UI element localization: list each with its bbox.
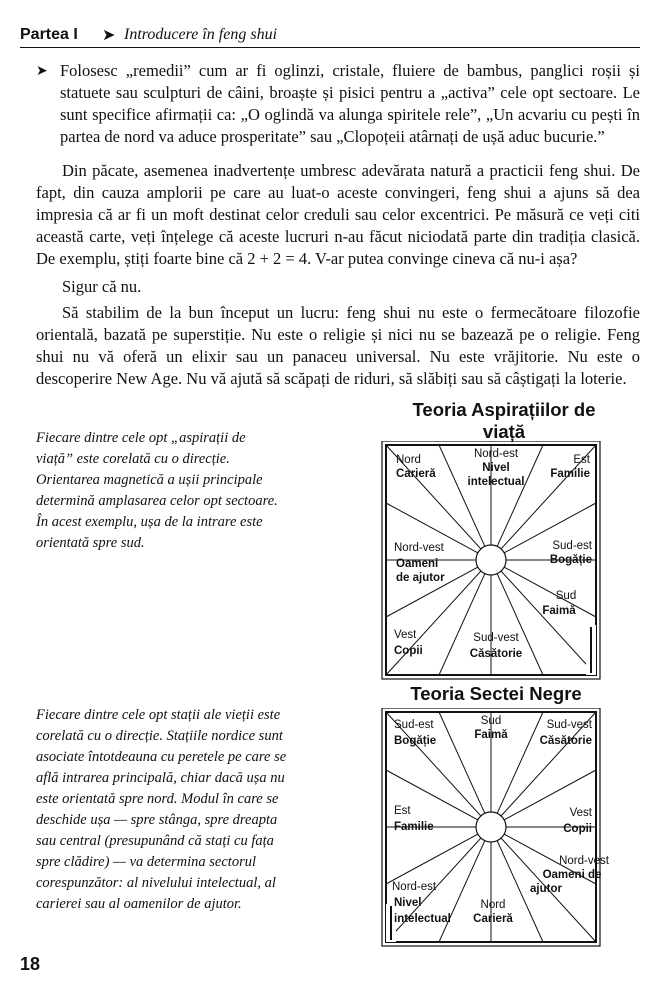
d1-se-asp: Bogăție xyxy=(549,554,592,566)
d1-ne-dir: Nord-est xyxy=(473,448,519,460)
svg-text:Oameni de: Oameni de xyxy=(542,869,602,881)
d2-se-asp: Bogăție xyxy=(394,735,437,747)
svg-text:Nivel: Nivel xyxy=(482,462,510,474)
svg-text:de ajutor: de ajutor xyxy=(396,572,445,584)
bullet-text: Folosesc „remedii” cum ar fi oglinzi, cristale, fluiere de bambus, panglici roșii și statuete sau sculpturi de câini, broaște și pisici pentru a „activa” cele opt sectoare. Le sunt specifice afirmații ca: „O oglindă va alunga spiritele rele”, „Un acvariu cu pești în partea de nord va aduce prosperitate” sau „Clopoțeii atârnați de ușă aduc bucurie.” xyxy=(60,61,640,146)
bullet-item xyxy=(36,60,640,148)
d2-nv-dir: Nord-vest xyxy=(559,855,609,867)
caption-2: Fiecare dintre cele opt stații ale vieții este corelată cu o direcție. Stațiile nordice sunt asociate întotdeauna cu peretele pe care se află intrarea principală, chiar dacă ușa nu este orientată spre nord. Modul în care se deschide ușa — spre stânga, spre dreapta sau central (presupunând că stați cu fața spre clădire) — va determina sectorul corespunzător: al nivelului intelectual, al carierei sau al oamenilor de ajutor. xyxy=(36,707,287,912)
d1-nv-dir: Nord-vest xyxy=(394,542,444,554)
d2-sud-asp: Faimă xyxy=(474,729,508,741)
black-sect-diagram xyxy=(380,708,610,948)
d1-est-dir: Est xyxy=(573,454,590,466)
svg-text:Nivel: Nivel xyxy=(394,897,422,909)
d2-est-dir: Est xyxy=(394,805,411,817)
d1-vest-asp: Copii xyxy=(394,645,423,657)
d2-vest-dir: Vest xyxy=(569,807,592,819)
d2-nord-asp: Carieră xyxy=(473,913,513,925)
d1-sud-dir: Sud xyxy=(555,590,577,602)
d1-se-dir: Sud-est xyxy=(552,540,592,552)
d2-nord-dir: Nord xyxy=(480,899,506,911)
part-label: Partea I xyxy=(20,26,78,43)
d2-se-dir: Sud-est xyxy=(394,719,434,731)
header-rule xyxy=(20,47,640,48)
d1-vest-dir: Vest xyxy=(394,629,417,641)
d1-sv-dir: Sud-vest xyxy=(473,632,519,644)
d1-sud-asp: Faimă xyxy=(542,605,576,617)
paragraph-2: Sigur că nu. xyxy=(62,277,142,296)
d2-sud-dir: Sud xyxy=(480,715,502,727)
d2-sv-asp: Căsătorie xyxy=(539,735,592,747)
svg-text:intelectual: intelectual xyxy=(394,913,451,925)
chapter-title: Introducere în feng shui xyxy=(124,26,278,43)
d1-sv-asp: Căsătorie xyxy=(469,648,523,660)
diagram1-title: Teoria Aspirațiilor de viață xyxy=(412,399,596,442)
arrow-bullet-icon: ➤ xyxy=(36,63,48,79)
d2-ne-dir: Nord-est xyxy=(392,881,437,893)
svg-text:Oameni: Oameni xyxy=(396,558,439,570)
aspirations-diagram xyxy=(380,441,610,681)
d2-vest-asp: Copii xyxy=(563,823,592,835)
svg-text:intelectual: intelectual xyxy=(467,476,525,488)
arrow-icon: ➤ xyxy=(102,25,116,44)
d2-est-asp: Familie xyxy=(394,821,434,833)
running-header xyxy=(20,24,640,46)
d1-nord-asp: Carieră xyxy=(396,468,436,480)
d1-est-asp: Familie xyxy=(550,468,590,480)
diagram2-title: Teoria Sectei Negre xyxy=(410,683,582,704)
svg-text:ajutor: ajutor xyxy=(530,883,562,895)
d1-nord-dir: Nord xyxy=(396,454,421,466)
door-symbol xyxy=(586,625,596,675)
paragraph-3: Să stabilim de la bun început un lucru: feng shui nu este o fermecătoare filozofie orientală, bazată pe superstiție. Nu este o religie și nici nu se bazează pe o religie. Feng shui nu vă oferă un elixir sau un panaceu universal. Nu este vrăjitorie. Nu este o descoperire New Age. Nu vă ajută să scăpați de riduri, să slăbiți sau să câștigați la loterie. xyxy=(36,303,640,388)
caption-1: Fiecare dintre cele opt „aspirații de viață” este corelată cu o direcție. Orientarea magnetică a ușii principale determină amplasarea celor opt sectoare. În acest exemplu, ușa de la intrare este orientată spre sud. xyxy=(36,430,278,551)
page-number: 18 xyxy=(20,954,41,974)
paragraph-1: Din păcate, asemenea inadvertențe umbresc adevărata natură a practicii feng shui. De fapt, din cauza amplorii pe care au luat-o aceste convingeri, feng shui a ajuns să dea impresia că ar fi un moft destinat celor creduli sau celor excentrici. Pe măsură ce veți citi această carte, veți înțelege că aceste lucruri n-au făcut niciodată parte din tradiția clasică. De exemplu, știți foarte bine că 2 + 2 = 4. V-ar putea convinge cineva că nu-i așa? xyxy=(36,161,640,268)
d2-sv-dir: Sud-vest xyxy=(546,719,592,731)
